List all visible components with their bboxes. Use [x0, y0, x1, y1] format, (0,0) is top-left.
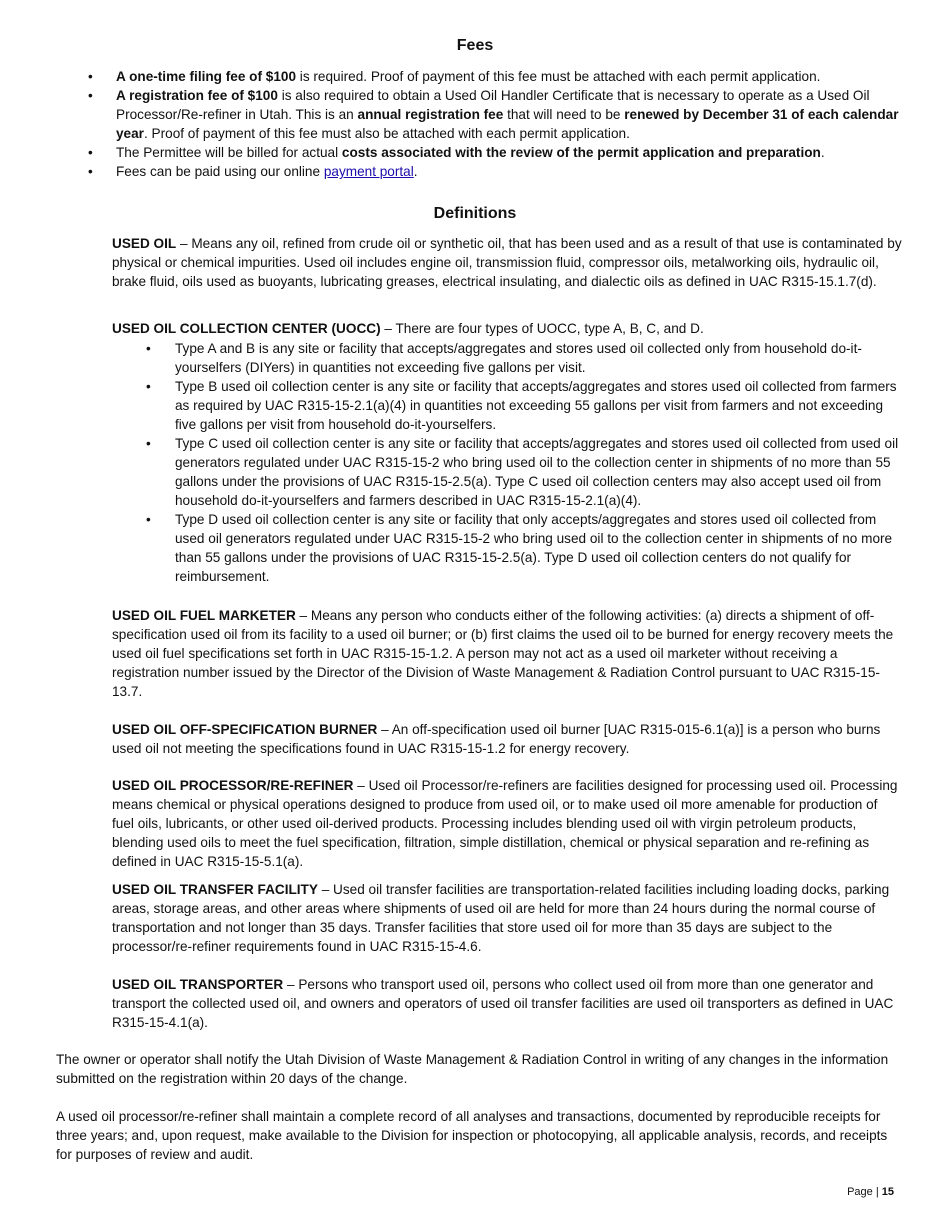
- fee-text: that will need to be: [503, 107, 625, 122]
- payment-portal-link[interactable]: payment portal: [323, 164, 414, 179]
- fees-item-payment: [56, 162, 901, 181]
- definition-transporter: [112, 975, 902, 1032]
- definition-text: – Used oil transfer facilities are transportation-related facilities including loading docks, parking areas, storage areas, and other areas where shipments of used oil are held for more than 24 hours during the normal course of transportation and not longer than 35 days. Transfer facilities that store used oil for more than 35 days are subject to the processor/re-refiner requirements found in UAC R315-15-4.6.: [112, 882, 890, 954]
- definition-term: USED OIL PROCESSOR/RE-REFINER: [112, 778, 354, 793]
- definition-text: – An off-specification used oil burner [UAC R315-015-6.1(a)] is a person who burns used oil not meeting the specifications found in UAC R315-15-1.2 for energy recovery.: [112, 722, 881, 756]
- fee-text: is required. Proof of payment of this fee must be attached with each permit application.: [296, 69, 821, 84]
- fee-bold: A registration fee of $100: [116, 88, 278, 103]
- uocc-type-a-b: • Type A and B is any site or facility that accepts/aggregates and stores used oil collected only from household do-it-yourselfers (DIYers) in quantities not exceeding five gallons per visit.: [112, 339, 902, 377]
- fee-text: is also required to obtain a Used Oil Handler Certificate that is necessary to operate as a Used Oil Processor/Re-refiner in Utah. This is an: [116, 88, 870, 122]
- definition-offspec-burner: [112, 720, 902, 758]
- definition-text: – Persons who transport used oil, persons who collect used oil from more than one generator and transport the collected used oil, and owners and operators of used oil transfer facilities are used oil transporters as defined in UAC R315-15-4.1(a).: [112, 977, 894, 1030]
- page-footer: [847, 1185, 894, 1199]
- fee-text: The Permittee will be billed for actual: [116, 145, 342, 160]
- page-number: 15: [881, 1186, 894, 1198]
- fee-bold: annual registration fee: [357, 107, 504, 122]
- definition-term: USED OIL: [112, 236, 177, 251]
- definition-term: USED OIL TRANSPORTER: [112, 977, 284, 992]
- fee-bold: renewed by December 31 of each calendar year: [116, 107, 899, 141]
- definition-used-oil: [112, 234, 902, 291]
- definition-text: – There are four types of UOCC, type A, B, C, and D.: [380, 321, 704, 336]
- fee-text: .: [413, 164, 418, 179]
- uocc-type-b: • Type B used oil collection center is any site or facility that accepts/aggregates and stores used oil collected from farmers as required by UAC R315-15-2.1(a)(4) in quantities not exceeding 55 gallons per visit from farmers and not exceeding five gallons per visit from household do-it-yourselfers.: [112, 377, 902, 434]
- fees-list: [56, 67, 901, 181]
- definition-term: USED OIL COLLECTION CENTER (UOCC): [112, 321, 381, 336]
- page-separator: |: [872, 1186, 882, 1198]
- uocc-types-list: [112, 339, 902, 586]
- uocc-type-c: • Type C used oil collection center is any site or facility that accepts/aggregates and stores used oil collected from used oil generators regulated under UAC R315-15-2 who bring used oil to the collection center in shipments of no more than 55 gallons under the provisions of UAC R315-15-2.5(a). Type C used oil collection centers may also accept used oil from household do-it-yourselfers and farmers described in UAC R315-15-2.1(a)(4).: [112, 434, 902, 510]
- records-paragraph: A used oil processor/re-refiner shall maintain a complete record of all analyses and transactions, documented by reproducible receipts for three years; and, upon request, make available to the Division for inspection or photocopying, all applicable analysis, records, and receipts for purposes of review and audit.: [56, 1109, 888, 1162]
- definitions-heading: Definitions: [433, 205, 517, 222]
- definition-term: USED OIL OFF-SPECIFICATION BURNER: [112, 722, 378, 737]
- fee-text: .: [820, 145, 825, 160]
- fee-bold: A one-time filing fee of $100: [116, 69, 297, 84]
- definition-term: USED OIL TRANSFER FACILITY: [112, 882, 318, 897]
- definition-text: – Used oil Processor/re-refiners are facilities designed for processing used oil. Processing means chemical or physical operations designed to produce from used oil, or to make used oil more amenable for production of fuel oils, lubricants, or other used oil-derived products. Processing includes blending used oil with virgin petroleum products, blending used oils to meet the fuel specification, filtration, simple distillation, chemical or physical separation and re-refining as defined in UAC R315-15-5.1(a).: [112, 778, 898, 869]
- definition-processor: [112, 776, 902, 871]
- fee-text: Fees can be paid using our online: [116, 164, 324, 179]
- notify-paragraph: The owner or operator shall notify the Utah Division of Waste Management & Radiation Control in writing of any changes in the information submitted on the registration within 20 days of the change.: [56, 1052, 889, 1086]
- fees-item-filing: [56, 67, 901, 86]
- definition-text: – Means any oil, refined from crude oil or synthetic oil, that has been used and as a result of that use is contaminated by physical or chemical impurities. Used oil includes engine oil, transmission fluid, compressor oils, metalworking oils, hydraulic oil, brake fluid, oils used as buoyants, lubricating greases, electrical insulating, and dialectic oils as defined in UAC R315-15.1.7(d).: [112, 236, 902, 289]
- definition-fuel-marketer: [112, 606, 902, 701]
- definition-uocc: [112, 319, 902, 338]
- fees-heading: Fees: [456, 37, 494, 54]
- uocc-type-d: • Type D used oil collection center is any site or facility that only accepts/aggregates and stores used oil collected from used oil generators regulated under UAC R315-15-2 who bring used oil to the collection center in shipments of no more than 55 gallons under the provisions of UAC R315-15-2.5(a). Type D used oil collection centers do not qualify for reimbursement.: [112, 510, 902, 586]
- fee-text: . Proof of payment of this fee must also be attached with each permit application.: [143, 126, 630, 141]
- definition-term: USED OIL FUEL MARKETER: [112, 608, 296, 623]
- page-label: Page: [847, 1186, 873, 1198]
- definition-transfer-facility: [112, 880, 902, 956]
- fees-item-registration: [56, 86, 901, 143]
- definition-text: – Means any person who conducts either of the following activities: (a) directs a shipment of off-specification used oil from its facility to a used oil burner; or (b) first claims the used oil to be burned for energy recovery meets the used oil fuel specifications set forth in UAC R315-15-1.2. A person may not act as a used oil marketer without receiving a registration number issued by the Director of the Division of Waste Management & Radiation Control pursuant to UAC R315-15-13.7.: [112, 608, 894, 699]
- fee-bold: costs associated with the review of the permit application and preparation: [341, 145, 821, 160]
- fees-item-billing: [56, 143, 901, 162]
